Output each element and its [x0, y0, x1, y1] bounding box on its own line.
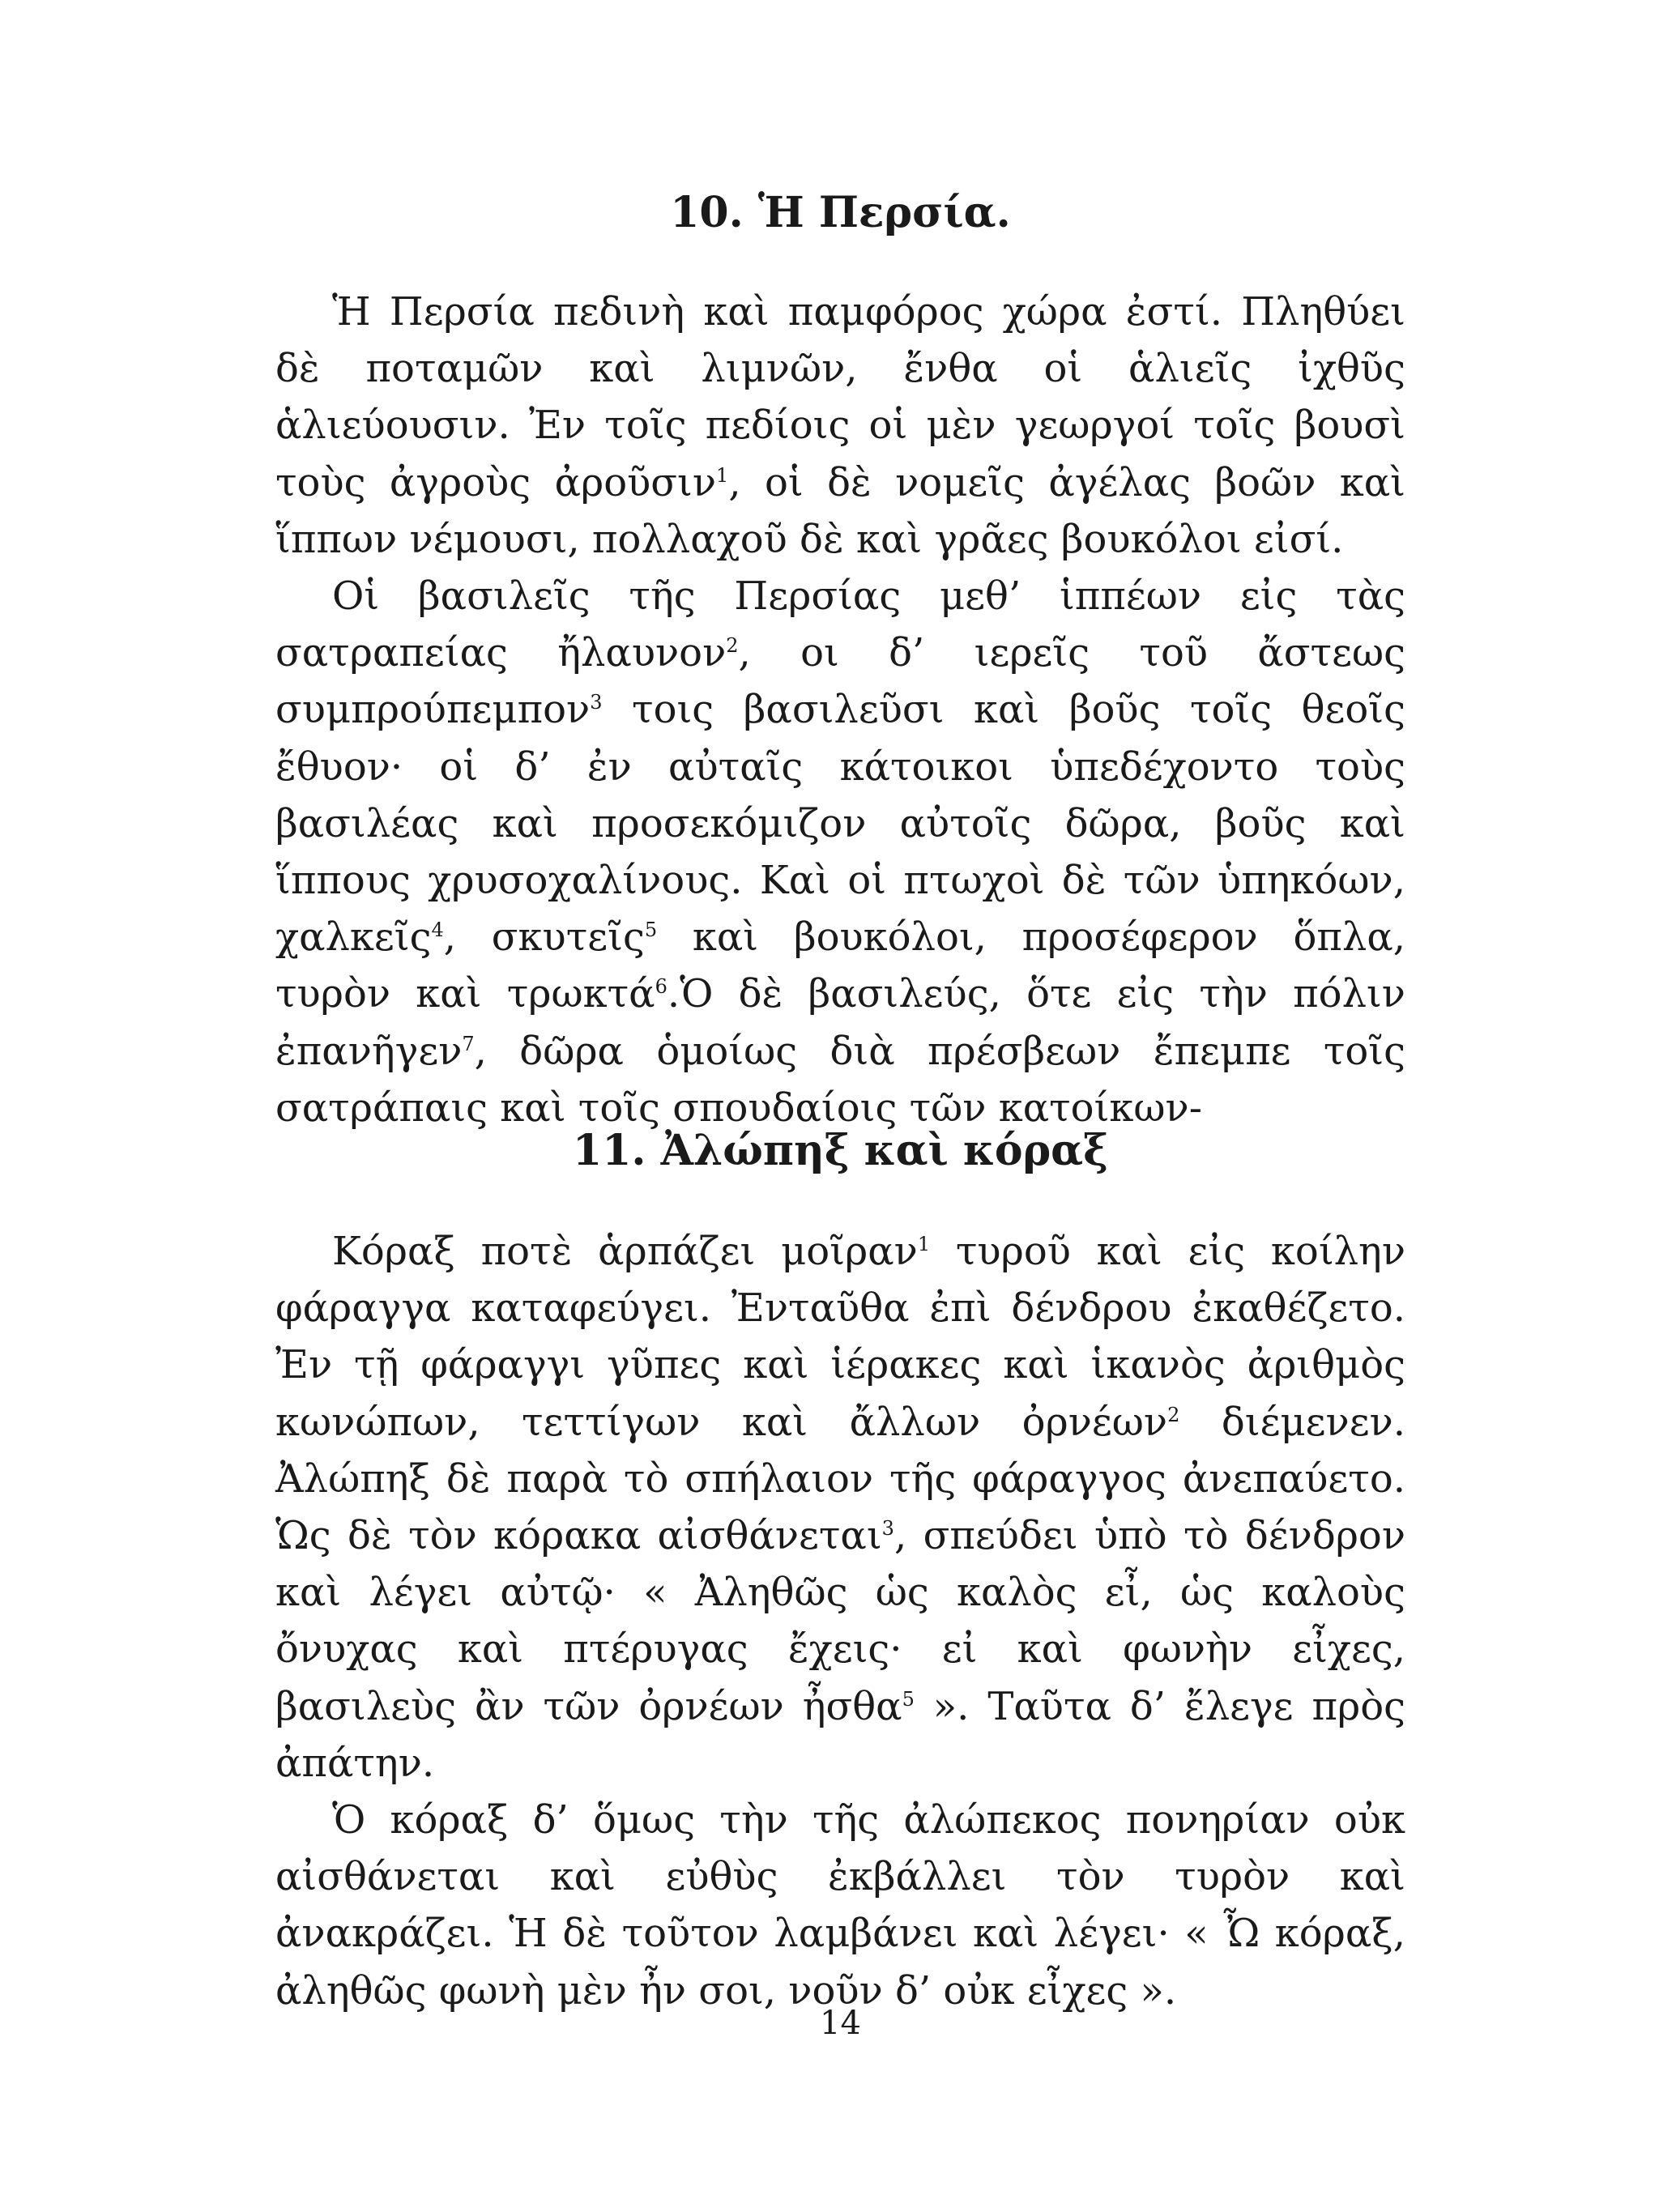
text-run: Ἡ Περσία πεδινὴ καὶ παμφόρος χώρα ἐστί. Πληθύει δὲ ποταμῶν καὶ λιμνῶν, ἔνθα οἱ ἁλιεῖς ἰχθῦς ἁλιεύουσιν. Ἐν τοῖς πεδίοις οἱ μὲν γεωργοί τοῖς βουσὶ τοὺς ἀγροὺς ἀροῦσιν	[275, 289, 1405, 505]
text-run: , δῶρα ὁμοίως διὰ πρέσβεων ἔπεμπε τοῖς σατράπαις καὶ τοῖς σπουδαίοις τῶν κατοίκων-	[275, 1028, 1405, 1131]
section-title-fox-and-crow: 11. Ἀλώπηξ καὶ κόραξ	[573, 1126, 1108, 1175]
footnote-marker: 3	[881, 1517, 894, 1541]
text-run: τοις βασιλεῦσι καὶ βοῦς τοῖς θεοῖς ἔθυον· οἱ δ’ ἐν αὐταῖς κάτοικοι ὑπεδέχοντο τοὺς βασιλέας καὶ προσεκόμιζον αὐτοῖς δῶρα, βοῦς καὶ ἵππους χρυσοχαλίνους. Καὶ οἱ πτωχοὶ δὲ τῶν ὑπηκόων, χαλκεῖς	[275, 687, 1405, 961]
text-run: Οἱ βασιλεῖς τῆς Περσίας μεθ’ ἱππέων εἰς τὰς σατραπείας ἤλαυνον	[275, 573, 1405, 676]
text-run: , οι δ’ ιερεῖς τοῦ ἄστεως συμπρούπεμπον	[275, 630, 1405, 733]
paragraph	[275, 1792, 1405, 2019]
section-body-fox-and-crow	[275, 1223, 1405, 2019]
paragraph	[275, 283, 1405, 568]
footnote-marker: 4	[431, 918, 444, 942]
footnote-marker: 2	[1167, 1403, 1180, 1426]
footnote-marker: 3	[590, 691, 603, 714]
section-title-persia: 10. Ἡ Περσία.	[670, 188, 1011, 237]
section-body-persia	[275, 283, 1405, 1136]
text-run: .Ὁ δὲ βασιλεύς, ὅτε εἰς τὴν πόλιν ἐπανῆγεν	[275, 971, 1405, 1074]
page-number: 14	[820, 2005, 861, 2042]
text-run: ». Ταῦτα δ’ ἔλεγε πρὸς ἀπάτην.	[275, 1683, 1406, 1786]
text-run: τυροῦ καὶ εἰς κοίλην φάραγγα καταφεύγει. Ἐνταῦθα ἐπὶ δένδρου ἐκαθέζετο. Ἐν τῇ φάραγγι γῦπες καὶ ἱέρακες καὶ ἱκανὸς ἀριθμὸς κωνώπων, τεττίγων καὶ ἄλλων ὀρνέων	[275, 1229, 1405, 1445]
text-run: Κόραξ ποτὲ ἁρπάζει μοῖραν	[332, 1229, 918, 1274]
text-run: καὶ βουκόλοι, προσέφερον ὅπλα, τυρὸν καὶ τρωκτά	[275, 914, 1405, 1017]
footnote-marker: 7	[462, 1032, 475, 1055]
text-run: , οἱ δὲ νομεῖς ἀγέλας βοῶν καὶ ἵππων νέμουσι, πολλαχοῦ δὲ καὶ γρᾶες βουκόλοι εἰσί.	[275, 459, 1405, 562]
text-run: Ὁ κόραξ δ’ ὅμως τὴν τῆς ἀλώπεκος πονηρίαν οὐκ αἰσθάνεται καὶ εὐθὺς ἐκβάλλει τὸν τυρὸν καὶ ἀνακράζει. Ἡ δὲ τοῦτον λαμβάνει καὶ λέγει· « Ὦ κόραξ, ἀληθῶς φωνὴ μὲν ἦν σοι, νοῦν δ’ οὐκ εἶχες ».	[275, 1797, 1405, 2014]
text-run: , σκυτεῖς	[443, 914, 645, 961]
text-run: , σπεύδει ὑπὸ τὸ δένδρον καὶ λέγει αὐτῷ· « Ἀληθῶς ὡς καλὸς εἶ, ὡς καλοὺς ὄνυχας καὶ πτέρυγας ἔχεις· εἰ καὶ φωνὴν εἶχες, βασιλεὺς ἂν τῶν ὀρνέων ἦσθα	[275, 1513, 1406, 1729]
footnote-marker: 5	[902, 1687, 915, 1711]
footnote-marker: 1	[917, 1233, 931, 1255]
footnote-marker: 1	[716, 463, 729, 487]
footnote-marker: 2	[726, 634, 739, 658]
book-page	[275, 0, 1405, 2212]
paragraph	[275, 1223, 1405, 1792]
text-run: διέμενεν. Ἀλώπηξ δὲ παρὰ τὸ σπήλαιον τῆς φάραγγος ἀνεπαύετο. Ὡς δὲ τὸν κόρακα αἰσθάνεται	[275, 1399, 1406, 1559]
footnote-marker: 5	[644, 918, 658, 942]
paragraph	[275, 568, 1405, 1136]
footnote-marker: 6	[655, 975, 667, 999]
